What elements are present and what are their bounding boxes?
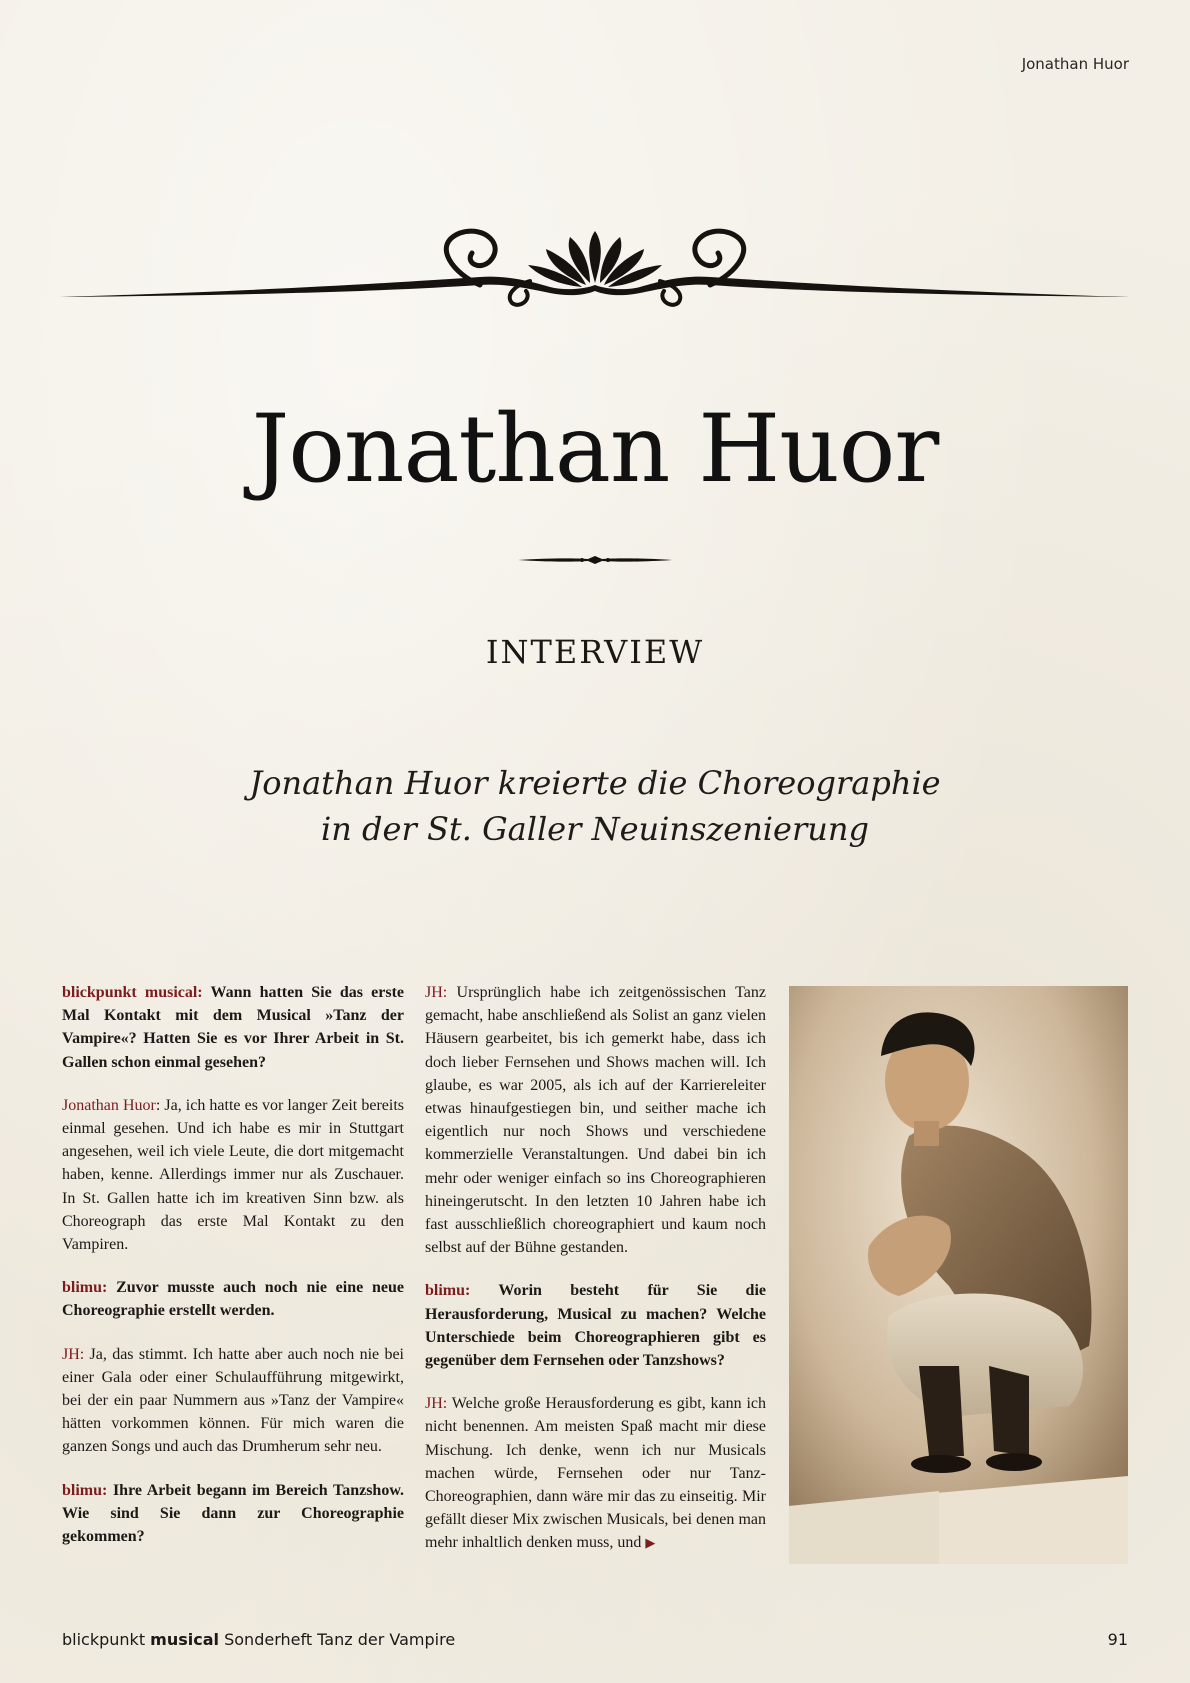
answer-paragraph [62,1094,404,1256]
footer-publication [62,1630,455,1649]
speaker-label: blimu: [425,1282,471,1300]
paragraph-text: Ihre Arbeit begann im Bereich Tanzshow. Wie sind Sie dann zur Choreographie gekommen? [62,1481,404,1546]
answer-paragraph [425,981,766,1259]
title-divider-icon [518,553,672,567]
speaker-label: blimu: [62,1481,108,1499]
footer-brand: musical [150,1630,220,1649]
paragraph-text: : Ja, ich hatte es vor langer Zeit bereits einmal gesehen. Und ich habe es mir in Stuttgart angesehen, weil ich viele Leute, die dort mitgemacht haben, kenne. Allerdings immer nur als Zuschauer. In St. Gallen hatte ich im kreativen Sinn bzw. als Choreograph das erste Mal Kontakt zu den Vampiren. [62,1096,404,1254]
subtitle [0,760,1190,852]
subtitle-line-2: in der St. Galler Neuinszenierung [321,810,869,848]
text-column-2 [425,981,766,1575]
paragraph-text: Wann hatten Sie das erste Mal Kontakt mit dem Musical »Tanz der Vampire«? Hatten Sie es vor Ihrer Arbeit in St. Gallen schon einmal gesehen? [62,984,405,1071]
subtitle-line-1: Jonathan Huor kreierte die Choreographie [249,764,941,802]
answer-paragraph [425,1392,766,1554]
speaker-label: blimu: [62,1279,108,1297]
paragraph-text: Welche große Herausforderung es gibt, kann ich nicht benennen. Am meisten Spaß macht mir diese Mischung. Ich denke, wenn ich nur Musicals machen würde, Fernsehen oder nur Tanz-Choreographien, dann wäre mir das zu einseitig. Mir gefällt dieser Mix zwischen Musicals, bei denen man mehr inhaltlich denken muss, und [425,1395,766,1552]
page-title: Jonathan Huor [251,395,939,504]
speaker-label: JH: [62,1345,85,1363]
running-header: Jonathan Huor [1021,55,1129,73]
speaker-label: JH: [425,1395,448,1413]
speaker-label: Jonathan Huor [62,1096,156,1114]
speaker-label: JH: [425,984,448,1001]
page-number: 91 [1107,1630,1128,1649]
question-paragraph [62,1479,404,1549]
question-paragraph [62,1276,404,1322]
continue-arrow-icon: ▶ [645,1535,656,1551]
text-column-1 [62,981,404,1568]
footer-suffix: Sonderheft Tanz der Vampire [219,1630,456,1649]
speaker-label: blickpunkt musical: [62,984,203,1001]
question-paragraph [62,981,404,1074]
question-paragraph [425,1279,766,1372]
answer-paragraph [62,1343,404,1459]
paragraph-text: Worin besteht für Sie die Herausforderung, Musical zu machen? Welche Unterschiede beim Choreographieren gibt es gegenüber dem Fernsehen oder Tanzshows? [425,1282,766,1370]
footer-prefix: blickpunkt [62,1630,151,1649]
portrait-photo [789,986,1128,1564]
paragraph-text: Ja, das stimmt. Ich hatte aber auch noch nie bei einer Gala oder einer Schulaufführung mitgewirkt, bei der ein paar Nummern aus »Tanz der Vampire« hätten vorkommen können. Für mich waren die ganzen Songs und auch das Drumherum sehr neu. [62,1345,404,1456]
paragraph-text: Ursprünglich habe ich zeitgenössischen Tanz gemacht, habe anschließend als Solist an ganz vielen Häusern gearbeitet, bis ich gemerkt habe, dass ich doch lieber Fernsehen und Shows machen will. Ich glaube, es war 2005, als ich auf der Karriereleiter etwas hinaufgestiegen bin, und seither mache ich eigentlich nur noch Shows und verschiedene kommerzielle Veranstaltungen. Und dabei bin ich mehr oder weniger einfach so ins Choreographieren hineingerutscht. In den letzten 10 Jahren habe ich fast ausschließlich choreographiert und kaum noch selbst auf der Bühne gestanden. [425,984,766,1257]
flourish-ornament-icon [60,225,1130,325]
paragraph-text: Zuvor musste auch noch nie eine neue Choreographie erstellt werden. [62,1279,404,1320]
section-label: INTERVIEW [485,633,705,671]
